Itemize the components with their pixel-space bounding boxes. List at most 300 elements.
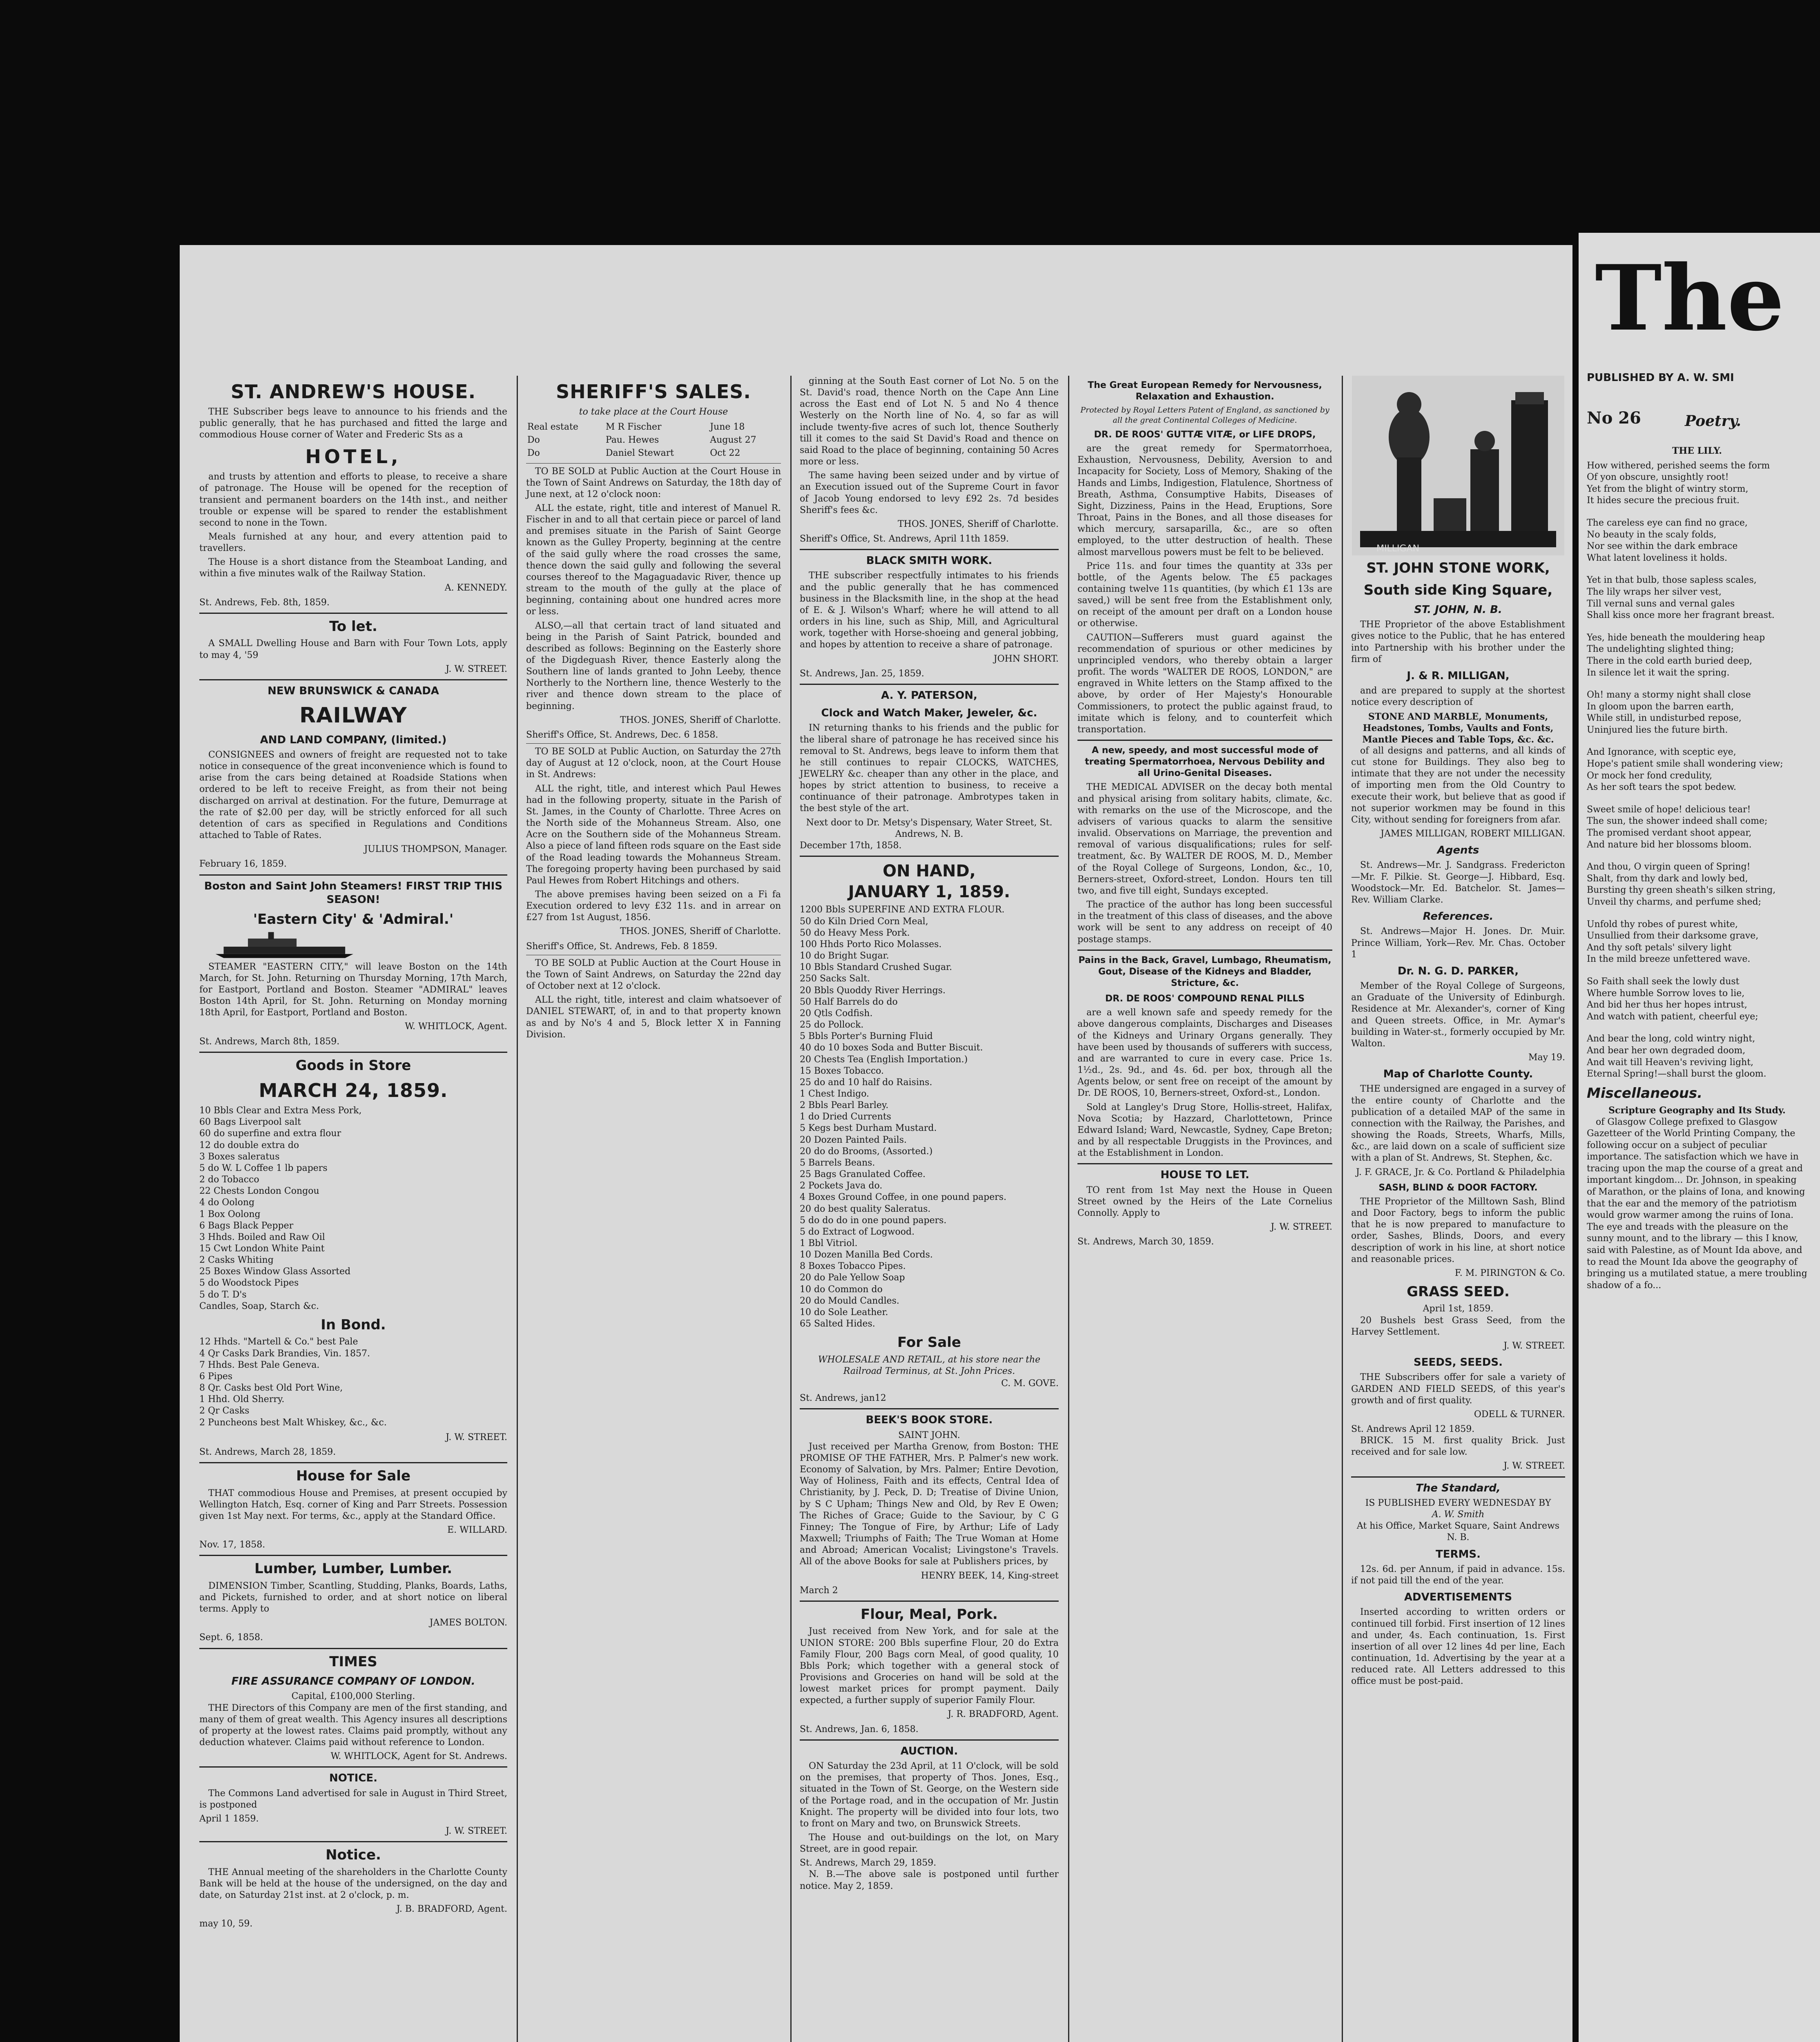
poem-line: Nor see within the dark embrace (1587, 541, 1738, 552)
column-rule (790, 376, 792, 2042)
auction-body2: The House and out-buildings on the lot, on Mary Street, are in good repair. (800, 1832, 1059, 1855)
onhand-item: 20 Bbls Quoddy River Herrings. (800, 985, 946, 996)
onhand-item: 4 Boxes Ground Coffee, in one pound papers. (800, 1192, 1007, 1203)
table-row (527, 447, 780, 459)
poem-line: Yet in that bulb, those sapless scales, (1587, 575, 1757, 586)
parker-title: Dr. N. G. D. PARKER, (1397, 965, 1519, 977)
goods-item: 3 Hhds. Boiled and Raw Oil (199, 1232, 325, 1242)
stone-body3: of all designs and patterns, and all kinds of cut stone for Buildings. They also beg to intimate that they are not under the necessity of importing men from the Old Country to execute their work, but believe that as good if not superior workmen may be found in this City, without sending for foreigners from afar. (1351, 745, 1565, 825)
onhand-item: 10 do Bright Sugar. (800, 951, 889, 961)
house-title: HOUSE TO LET. (1160, 1169, 1249, 1182)
table-cell: June 18 (710, 422, 745, 432)
agents-list: St. Andrews—Mr. J. Sandgrass. Fredericton—Mr. F. Pilkie. St. George—J. Hibbard, Esq. Woodstock—Mr. Ed. Batchelor. St. James—Rev. William Clarke. (1351, 860, 1565, 905)
tolet-title: To let. (329, 618, 377, 635)
steamer-title: Boston and Saint John Steamers! FIRST TRIP THIS SEASON! (204, 880, 503, 906)
euro-body: are the great remedy for Spermatorrhoea, Exhaustion, Nervousness, Debility, Aversion to and Incapacity for Society, Loss of Memory, Shaking of the Hands and Limbs, Indigestion, Flatulence, Shortness of Breath, Asthma, Consumptive Habits, Diseases of Sight, Dizziness, Pains in the Head, Eruptions, Sore Throat, Pains in the Bones, and all those diseases for which mercury, sarsaparilla, &c., are so often employed, to the utter destruction of health. These almost marvellous powers must be felt to be believed. (1077, 444, 1332, 557)
divider (199, 874, 507, 876)
map-title: Map of Charlotte County. (1383, 1068, 1533, 1081)
agents-body: Sold at Langley's Drug Store, Hollis-street, Halifax, Nova Scotia; by Hazzard, Charlottetown, Prince Edward Island; Ward, Newcastle, Sydney, Cape Breton; and by all respectable Druggists in the Provinces, and at the Establishment in London. (1077, 1102, 1332, 1159)
onhand-title: ON HAND, (883, 862, 976, 881)
forsale-subtitle: WHOLESALE AND RETAIL, at his store near the Railroad Terminus, at St. John Prices. (818, 1354, 1041, 1376)
poem-line (1587, 622, 1807, 632)
poem-line: Yet from the blight of wintry storm, (1587, 484, 1749, 494)
sale1-body: ALL the estate, right, title and interest of Manuel R. Fischer in and to all that certain piece or parcel of land and premises situate in the Parish of Saint George known as the Gulley Property, beginning at the centre of the said gully where the road crosses the same, thence down the said gully and following the several courses thereof to the Magaguadavic River, thence up stream to the mouth of the gully at the place of beginning, containing about one hundred acres more or less. (526, 503, 781, 617)
divider (199, 679, 507, 680)
bond-title: In Bond. (321, 1316, 386, 1333)
divider (1077, 950, 1332, 951)
poem-line: In gloom upon the barren earth, (1587, 701, 1734, 712)
divider (1351, 1476, 1565, 1478)
onhand-item: 5 do Extract of Logwood. (800, 1226, 915, 1237)
poem-line (1587, 965, 1807, 976)
beek-signature: HENRY BEEK, 14, King-street (921, 1570, 1059, 1581)
notice2-signature: J. B. BRADFORD, Agent. (396, 1904, 507, 1915)
stone-title: ST. JOHN STONE WORK, (1366, 560, 1550, 576)
lumber-title: Lumber, Lumber, Lumber. (254, 1560, 452, 1577)
poem-line: Or mock her fond credulity, (1587, 770, 1713, 781)
poem-line (1587, 507, 1807, 517)
sash-signature: F. M. PIRINGTON & Co. (1454, 1268, 1565, 1278)
poem-line: Oh! many a stormy night shall close (1587, 690, 1751, 700)
adviser-title: A new, speedy, and most successful mode of treating Spermatorrhoea, Nervous Debility and all Urino-Genital Diseases. (1085, 745, 1325, 779)
tolet-body: A SMALL Dwelling House and Barn with Four Town Lots, apply to may 4, '59 (199, 638, 507, 660)
sale-title: House for Sale (296, 1467, 411, 1484)
divider (199, 1766, 507, 1768)
railway-date: February 16, 1859. (199, 859, 287, 869)
railway-word: RAILWAY (299, 703, 407, 728)
divider (800, 549, 1059, 550)
poem-line: Shalt, from thy dark and lowly bed, (1587, 873, 1748, 884)
onhand-item: 10 Bbls Standard Crushed Sugar. (800, 962, 952, 973)
sale2-body: ALL the right, title, and interest which Paul Hewes had in the following property, situate in the Parish of St. James, in the County of Charlotte. Three Acres on the North side of the Mohanneus Stream. Also, one Acre on the Southern side of the Mohanneus Stream. Also a piece of land fifteen rods square on the East side of the Road leading towards the Mohanneus Stream. The foregoing property having been purchased by said Paul Hewes from Robert Hitchings and others. (526, 783, 781, 886)
poem-line: And bear her own degraded doom, (1587, 1045, 1746, 1056)
poetry-heading: Poetry. (1685, 412, 1741, 430)
goods-item: 3 Boxes saleratus (199, 1151, 280, 1162)
goods-item: 5 do W. L Coffee 1 lb papers (199, 1163, 328, 1173)
bond-item: 7 Hhds. Best Pale Geneva. (199, 1360, 320, 1370)
poem-line: Till vernal suns and vernal gales (1587, 598, 1735, 609)
poem-line: Unfold thy robes of purest white, (1587, 919, 1738, 930)
table-cell: Daniel Stewart (605, 448, 674, 459)
divider (1077, 1163, 1332, 1164)
smith-signature: JOHN SHORT. (993, 653, 1059, 664)
onhand-item: 1200 Bbls SUPERFINE AND EXTRA FLOUR. (800, 905, 1005, 915)
sash-body: THE Proprietor of the Milltown Sash, Blind and Door Factory, begs to inform the public that he is now prepared to manufacture to order, Sashes, Blinds, Doors, and every description of work in his line, at short notice and reasonable prices. (1351, 1196, 1565, 1264)
poem-line: Eternal Spring!—shall burst the gloom. (1587, 1069, 1766, 1079)
poem-lines (1587, 460, 1807, 1080)
poem-line: And Ignorance, with sceptic eye, (1587, 747, 1736, 758)
hotel-meals: Meals furnished at any hour, and every attention paid to travellers. (199, 532, 507, 554)
hotel-word: HOTEL, (305, 446, 401, 468)
engraving-caption: MILLIGAN (1376, 544, 1420, 554)
poem-line: And watch with patient, cheerful eye; (1587, 1011, 1758, 1022)
stone-city: ST. JOHN, N. B. (1414, 604, 1502, 616)
sale1-body2: ALSO,—all that certain tract of land situated and being in the Parish of Saint Patrick, bounded and described as follows: Beginning on the Easterly shore of the Digdeguash River, thence Easterly along the Southern line of lands granted to John Leeby, thence Northerly to the Northern line, thence Westerly to the river and thence down stream to the place of beginning. (526, 620, 781, 711)
poem-line: While still, in undisturbed repose, (1587, 713, 1742, 724)
sheriff-continued-date: Sheriff's Office, St. Andrews, April 11th 1859. (800, 534, 1009, 544)
column-rule (517, 376, 518, 2042)
smith-body: THE subscriber respectfully intimates to his friends and the public generally that he has commenced business in the Blacksmith line, in the shop at the head of E. & J. Wilson's Wharf; where he will attend to all orders in his line, such as Ship, Mill, and Agricultural work, together with Horse-shoeing and general jobbing, and hopes by attention to receive a share of patronage. (800, 571, 1059, 650)
forsale-signature: C. M. GOVE. (1001, 1378, 1059, 1389)
poem-line: Sweet smile of hope! delicious tear! (1587, 804, 1751, 815)
onhand-item: 25 Bags Granulated Coffee. (800, 1169, 926, 1180)
seeds-date: St. Andrews April 12 1859. (1351, 1424, 1475, 1434)
onhand-item: 1 do Dried Currents (800, 1112, 891, 1122)
poem-line: Unsullied from their darksome grave, (1587, 931, 1759, 941)
paterson-title: A. Y. PATERSON, (881, 689, 977, 702)
poem-line: Yes, hide beneath the mouldering heap (1587, 632, 1765, 643)
onhand-item: 15 Boxes Tobacco. (800, 1066, 884, 1076)
goods-item: Candles, Soap, Starch &c. (199, 1301, 319, 1311)
poem-line: Of yon obscure, unsightly root! (1587, 472, 1729, 483)
sale1-heading: TO BE SOLD at Public Auction at the Court House in the Town of Saint Andrews on Saturday, the 18th day of June next, at 12 o'clock noon: (526, 466, 781, 499)
poem-line: Uninjured lies the future birth. (1587, 725, 1728, 735)
onhand-item: 5 Barrels Beans. (800, 1157, 875, 1168)
notice1-body: The Commons Land advertised for sale in August in Third Street, is postponed (199, 1788, 507, 1810)
poem-line: The careless eye can find no grace, (1587, 517, 1748, 528)
sheriff-continued-signature: THOS. JONES, Sheriff of Charlotte. (897, 519, 1059, 529)
onhand-item: 50 Half Barrels do do (800, 996, 898, 1007)
poem-line: The sun, the shower indeed shall come; (1587, 816, 1768, 827)
lumber-date: Sept. 6, 1858. (199, 1632, 263, 1643)
goods-item: 2 do Tobacco (199, 1175, 259, 1185)
masthead: The (1595, 245, 1784, 351)
poem-line: And thy soft petals' silvery light (1587, 942, 1732, 953)
poem-line: The undelighting slighted thing; (1587, 644, 1734, 655)
onhand-item: 20 Dozen Painted Pails. (800, 1135, 907, 1145)
issue-number: No 26 (1587, 408, 1641, 428)
paterson-address: Next door to Dr. Metsy's Dispensary, Water Street, St. Andrews, N. B. (806, 817, 1053, 839)
bond-item: 8 Qr. Casks best Old Port Wine, (199, 1383, 343, 1393)
sale1-date: Sheriff's Office, St. Andrews, Dec. 6 1858. (526, 729, 718, 740)
notice1-date: April 1 1859. (199, 1813, 259, 1824)
seeds-body: THE Subscribers offer for sale a variety of GARDEN AND FIELD SEEDS, of this year's growth and of first quality. (1351, 1372, 1565, 1406)
steamer-signature: W. WHITLOCK, Agent. (405, 1021, 507, 1032)
beek-title: BEEK'S BOOK STORE. (865, 1414, 993, 1427)
onhand-item: 20 Qtls Codfish. (800, 1008, 873, 1019)
goods-item: 6 Bags Black Pepper (199, 1220, 294, 1231)
misc-body: of Glasgow College prefixed to Glasgow Gazetteer of the World Printing Company, the following occur on a subject of peculiar importance. The satisfaction which we have in tracing upon the map the course of a great and important kingdom... Dr. Johnson, in speaking of Marathon, or the plains of Iona, and knowing that the ear and the memory of the patriotism would grow warmer among the ruins of Iona. The eye and treads with the pleasure on the sunny mount, and to the library — this I know, said with Palestine, as of Mount Ida above, and to read the Mount Ida above the geography of bringing us a mutilated statue, a mere troubling shadow of a fo... (1587, 1117, 1807, 1291)
column-4 (1070, 376, 1340, 2042)
flour-body: Just received from New York, and for sale at the UNION STORE: 200 Bbls superfine Flour, 20 do Extra Family Flour, 200 Bags corn Meal, of good quality, 10 Bbls Pork; which together with a general stock of Provisions and Groceries on hand will be sold at the lowest market prices for prompt payment. Daily expected, a further supply of superior Family Flour. (800, 1626, 1059, 1706)
sale-signature: E. WILLARD. (447, 1525, 507, 1535)
notice2-title: Notice. (326, 1847, 381, 1864)
next-page-column (1587, 445, 1807, 1294)
poem-line: In silence let it wait the spring. (1587, 667, 1730, 678)
onhand-item: 10 do Sole Leather. (800, 1307, 888, 1317)
divider (1077, 740, 1332, 741)
tolet-signature: J. W. STREET. (446, 664, 507, 674)
flour-title: Flour, Meal, Pork. (861, 1606, 998, 1623)
refs-list: St. Andrews—Major H. Jones. Dr. Muir. Prince William, York—Rev. Mr. Chas. October 1 (1351, 926, 1565, 960)
poem-line: It hides secure the precious fruit. (1587, 495, 1740, 506)
poem-line (1587, 851, 1807, 861)
bond-signature: J. W. STREET. (446, 1432, 507, 1442)
stone-goods: STONE AND MARBLE, Monuments, Headstones, Tombs, Vaults and Fonts, Mantle Pieces and Table Tops, &c. &c. (1362, 711, 1554, 745)
poem-line: As her soft tears the spot bedew. (1587, 782, 1737, 793)
divider (199, 1555, 507, 1556)
divider (199, 1648, 507, 1649)
hotel-distance: The House is a short distance from the Steamboat Landing, and within a five minutes walk of the Railway Station. (199, 557, 507, 579)
sheriff-table (526, 420, 781, 460)
poem-title: THE LILY. (1672, 446, 1722, 456)
poem-line: In the mild breeze unfettered wave. (1587, 954, 1751, 965)
divider (526, 463, 781, 464)
table-cell: August 27 (710, 435, 756, 446)
bond-item: 1 Hhd. Old Sherry. (199, 1394, 285, 1405)
hotel-date: St. Andrews, Feb. 8th, 1859. (199, 597, 330, 608)
map-signature: J. F. GRACE, Jr. & Co. Portland & Philadelphia (1356, 1167, 1565, 1177)
divider (526, 743, 781, 744)
auction-note: N. B.—The above sale is postponed until further notice. May 2, 1859. (800, 1869, 1059, 1891)
rheum-title: Pains in the Back, Gravel, Lumbago, Rheumatism, Gout, Disease of the Kidneys and Bladder, Stricture, &c. (1078, 955, 1332, 988)
poem-line: How withered, perished seems the form (1587, 460, 1770, 471)
smith-date: St. Andrews, Jan. 25, 1859. (800, 668, 924, 679)
column-1 (192, 376, 515, 2042)
poem-line: And bid her thus her hopes intrust, (1587, 1000, 1747, 1010)
poem-line: And bear the long, cold wintry night, (1587, 1034, 1755, 1044)
seeds-signature: ODELL & TURNER. (1474, 1409, 1565, 1420)
poem-line: And nature bid her blossoms bloom. (1587, 839, 1752, 850)
goods-item: 60 Bags Liverpool salt (199, 1117, 301, 1128)
adv-body: Inserted according to written orders or continued till forbid. First insertion of 12 lines and under, 4s. Each continuation, 1s. First insertion of all over 12 lines 4d per line, Each continuation, 1d. Advertising by the year at a reduced rate. All Letters addressed to this office must be post-paid. (1351, 1607, 1565, 1687)
divider (800, 1408, 1059, 1409)
goods-title: Goods in Store (295, 1057, 411, 1074)
adv-title: ADVERTISEMENTS (1404, 1591, 1512, 1604)
brick-signature: J. W. STREET. (1503, 1461, 1565, 1471)
euro-title: The Great European Remedy for Nervousness, Relaxation and Exhaustion. (1088, 380, 1322, 402)
published-by: PUBLISHED BY A. W. SMI (1587, 372, 1734, 384)
divider (199, 1841, 507, 1842)
auction-date: St. Andrews, March 29, 1859. (800, 1858, 937, 1868)
misc-subtitle: Scripture Geography and Its Study. (1608, 1105, 1786, 1116)
goods-item: 5 do Woodstock Pipes (199, 1278, 299, 1289)
poem-line (1587, 1023, 1807, 1033)
poem-line: And thou, O virgin queen of Spring! (1587, 862, 1751, 872)
notice1-title: NOTICE. (329, 1772, 377, 1785)
brick-body: BRICK. 15 M. first quality Brick. Just received and for sale low. (1351, 1436, 1565, 1458)
stone-signature: JAMES MILLIGAN, ROBERT MILLIGAN. (1381, 829, 1565, 839)
table-row (527, 434, 780, 446)
railway-body: CONSIGNEES and owners of freight are requested not to take notice in consequence of the great inconvenience which is found to arise from the cars being detained at Roadside Stations when ordered to be left to receive Freight, as from their not being discharged on arrival at destination. For the future, Demurrage at the rate of $2.00 per day, will be strictly enforced for all such detention of cars as specified in Regulations and Conditions attached to Table of Rates. (199, 750, 507, 841)
terms-body: 12s. 6d. per Annum, if paid in advance. 15s. if not paid till the end of the year. (1351, 1564, 1565, 1586)
goods-item: 10 Bbls Clear and Extra Mess Pork, (199, 1106, 362, 1116)
euro-subtitle: Protected by Royal Letters Patent of England, as sanctioned by all the great Continental Colleges of Medicine. (1080, 406, 1329, 425)
next-page-partial (1579, 233, 1820, 2042)
onhand-date: JANUARY 1, 1859. (848, 883, 1010, 902)
column-rule (1342, 376, 1343, 2042)
sash-title: SASH, BLIND & DOOR FACTORY. (1378, 1182, 1538, 1193)
newspaper-page (180, 245, 1572, 2042)
table-cell: Do (527, 448, 540, 459)
times-subtitle: FIRE ASSURANCE COMPANY OF LONDON. (231, 1675, 475, 1688)
poem-line: What latent loveliness it holds. (1587, 553, 1727, 563)
stone-subtitle: South side King Square, (1363, 582, 1553, 598)
paterson-date: December 17th, 1858. (800, 840, 902, 851)
sheriff-continued: ginning at the South East corner of Lot No. 5 on the St. David's road, thence North on the Cape Ann Line across the East end of Lot N. 5 and No 4 thence Westerly on the North line of No. 4, so far as will include twenty-five acres of such lot, thence Southerly till it comes to the said St David's Road and thence on said Road to the place of beginning, containing 50 Acres more or less. (800, 376, 1059, 467)
adviser-body: THE MEDICAL ADVISER on the decay both mental and physical arising from solitary habits, climate, &c. with remarks on the use of the Microscope, and the advisers of various quacks to alarm the sensitive invalid. Observations on Marriage, the prevention and removal of various disqualifications; rules for self-treatment, &c. By WALTER DE ROOS, M. D., Member of the Royal College of Surgeons, London, &c., 10, Berners-street, Oxford-street, London. Hours ten till two, and five till eight, Sundays excepted. (1077, 782, 1332, 896)
roos-title: DR. DE ROOS' COMPOUND RENAL PILLS (1105, 994, 1305, 1004)
onhand-item: 1 Chest Indigo. (800, 1088, 870, 1099)
divider (199, 1462, 507, 1463)
divider (199, 613, 507, 614)
goods-item: 2 Casks Whiting (199, 1255, 274, 1266)
poem-line: There in the cold earth buried deep, (1587, 655, 1753, 666)
goods-item: 15 Cwt London White Paint (199, 1243, 325, 1254)
bond-list (199, 1336, 507, 1428)
steamer-names: 'Eastern City' & 'Admiral.' (253, 911, 454, 928)
table-cell: Do (527, 435, 540, 446)
column-5 (1344, 376, 1572, 2042)
poem-line: So Faith shall seek the lowly dust (1587, 976, 1740, 987)
bond-item: 2 Qr Casks (199, 1406, 250, 1416)
beek-body: Just received per Martha Grenow, from Boston: THE PROMISE OF THE FATHER, Mrs. P. Palmer's new work. Economy of Salvation, by Mrs. Palmer; Entire Devotion, Way of Holiness, Faith and its effects, Central Idea of Christianity, by J. Peck, D. D; Treatise of Divine Union, by S C Upham; Things New and Old, by Rev E Owen; The Riches of Grace; Guide to the Saviour, by C G Finney; The Tongue of Fire, by Arthur; Life of Lady Maxwell; Triumphs of Faith; The True Woman at Home and Abroad; American Vocalist; Livingstone's Travels. All of the above Books for sale at Publishers prices, by (800, 1441, 1059, 1567)
standard-title: The Standard, (1416, 1482, 1501, 1494)
grass-body: 20 Bushels best Grass Seed, from the Harvey Settlement. (1351, 1315, 1565, 1337)
parker-body: Member of the Royal College of Surgeons, an Graduate of the University of Edinburgh. Residence at Mr. Alexander's, corner of King and Queen streets. Office, in Mr. Aymar's building in Water-st., formerly occupied by Mr. Walton. (1351, 981, 1565, 1049)
onhand-item: 100 Hhds Porto Rico Molasses. (800, 939, 942, 950)
goods-item: 12 do double extra do (199, 1140, 299, 1150)
goods-date: MARCH 24, 1859. (259, 1079, 448, 1102)
sale2-date: Sheriff's Office, St. Andrews, Feb. 8 1859. (526, 941, 718, 952)
sheriff-subtitle: to take place at the Court House (579, 406, 728, 417)
roos-body: are a well known safe and speedy remedy for the above dangerous complaints, Discharges and Diseases of the Kidneys and Urinary Organs generally. They have been used by thousands of sufferers with success, and are warranted to cure in every case. Price 1s. 1½d., 2s. 9d., and 4s. 6d. per box, through all the Agents below, or sent free on receipt of the amount by Dr. DE ROOS, 10, Berners-street, Oxford-st., London. (1077, 1008, 1332, 1099)
sheriff-title: SHERIFF'S SALES. (556, 381, 751, 403)
beek-subtitle: SAINT JOHN. (898, 1430, 960, 1440)
bond-item: 2 Puncheons best Malt Whiskey, &c., &c. (199, 1417, 387, 1428)
table-cell: Real estate (527, 422, 578, 432)
refs-title: References. (1423, 910, 1494, 923)
stonework-engraving-icon (1351, 376, 1565, 555)
divider (199, 1052, 507, 1053)
flour-signature: J. R. BRADFORD, Agent. (948, 1709, 1059, 1720)
paterson-subtitle: Clock and Watch Maker, Jeweler, &c. (821, 707, 1037, 720)
steamer-body: STEAMER "EASTERN CITY," will leave Boston on the 14th March, for St. John. Returning on Thursday Morning, 17th March, for Eastport, Portland and Boston. Steamer "ADMIRAL" leaves Boston 14th April, for St. John. Returning on Monday morning 18th April, for Eastport, Portland and Boston. (199, 961, 507, 1018)
notice1-signature: J. W. STREET. (446, 1826, 507, 1837)
goods-item: 25 Boxes Window Glass Assorted (199, 1266, 351, 1277)
goods-list (199, 1105, 507, 1312)
lumber-signature: JAMES BOLTON. (429, 1618, 507, 1628)
agents-title: Agents (1437, 844, 1479, 857)
goods-item: 22 Chests London Congou (199, 1186, 319, 1197)
forsale-title: For Sale (897, 1334, 961, 1351)
house-body: TO rent from 1st May next the House in Queen Street owned by the Heirs of the Late Cornelius Connolly. Apply to (1077, 1185, 1332, 1218)
auction-title: AUCTION. (900, 1745, 958, 1757)
onhand-item: 25 do and 10 half do Raisins. (800, 1077, 932, 1088)
divider (800, 1601, 1059, 1602)
poem-line: Unveil thy charms, and perfume shed; (1587, 897, 1762, 907)
onhand-item: 250 Sacks Salt. (800, 974, 870, 984)
auction-body: ON Saturday the 23d April, at 11 O'clock, will be sold on the premises, that property of Thos. Jones, Esq., situated in the Town of St. George, on the Western side of the Portage road, and in the occupation of Mr. Justin Knight. The property will be divided into four lots, two to front on Mary and two, on Brunswick Streets. (800, 1761, 1059, 1829)
poem-line: Bursting thy green sheath's silken string, (1587, 885, 1776, 896)
adviser-body2: The practice of the author has long been successful in the treatment of this class of diseases, and the above work will be sent to any address on receipt of 40 postage stamps. (1077, 900, 1332, 945)
onhand-item: 20 Chests Tea (English Importation.) (800, 1054, 968, 1065)
sale-body: THAT commodious House and Premises, at present occupied by Wellington Hatch, Esq. corner of King and Parr Streets. Possession given 1st May next. For terms, &c., apply at the Standard Office. (199, 1488, 507, 1521)
onhand-item: 10 do Common do (800, 1284, 883, 1295)
notice2-date: may 10, 59. (199, 1919, 253, 1929)
house-signature: J. W. STREET. (1271, 1222, 1332, 1233)
onhand-item: 50 do Heavy Mess Pork. (800, 927, 910, 938)
poem-line (1587, 736, 1807, 747)
stone-firm: J. & R. MILLIGAN, (1407, 669, 1510, 682)
standard-office: At his Office, Market Square, Saint Andrews N. B. (1356, 1521, 1560, 1543)
beek-date: March 2 (800, 1585, 838, 1596)
times-signature: W. WHITLOCK, Agent for St. Andrews. (330, 1751, 507, 1762)
seeds-title: SEEDS, SEEDS. (1414, 1356, 1503, 1369)
divider (800, 1739, 1059, 1741)
poem-line (1587, 908, 1807, 919)
bond-item: 12 Hhds. "Martell & Co." best Pale (199, 1337, 358, 1347)
onhand-item: 2 Bbls Pearl Barley. (800, 1100, 889, 1111)
onhand-item: 40 do 10 boxes Soda and Butter Biscuit. (800, 1043, 983, 1053)
sale3-heading: TO BE SOLD at Public Auction at the Court House in the Town of Saint Andrews, on Saturday the 22nd day of October next at 12 o'clock. (526, 958, 781, 992)
railway-title: NEW BRUNSWICK & CANADA (268, 684, 439, 697)
onhand-item: 5 Bbls Porter's Burning Fluid (800, 1031, 933, 1042)
onhand-item: 8 Boxes Tobacco Pipes. (800, 1261, 906, 1272)
poem-line: Where humble Sorrow loves to lie, (1587, 988, 1745, 999)
flour-date: St. Andrews, Jan. 6, 1858. (800, 1724, 919, 1734)
table-cell: Oct 22 (710, 448, 740, 459)
poem-line (1587, 564, 1807, 575)
lumber-body: DIMENSION Timber, Scantling, Studding, Planks, Boards, Laths, and Pickets, furnished to order, and at short notice on liberal terms. Apply to (199, 1581, 507, 1614)
steamer-date: St. Andrews, March 8th, 1859. (199, 1036, 340, 1047)
sale3-body: ALL the right, title, interest and claim whatsoever of DANIEL STEWART, of, in and to that property known as and by No's 4 and 5, Block letter X in Fanning Division. (526, 995, 781, 1040)
hotel-title: ST. ANDREW'S HOUSE. (230, 381, 476, 403)
sale2-body2: The above premises having been seized on a Fi fa Execution ordered to levy £32 11s. and in arrear on £27 from 1st August, 1856. (526, 889, 781, 923)
sale1-signature: THOS. JONES, Sheriff of Charlotte. (620, 715, 781, 725)
table-row (527, 421, 780, 433)
onhand-item: 20 do Mould Candles. (800, 1295, 899, 1306)
table-cell: Pau. Hewes (605, 435, 659, 446)
misc-title: Miscellaneous. (1587, 1085, 1703, 1101)
paterson-body: IN returning thanks to his friends and the public for the liberal share of patronage he has received since his removal to St. Andrews, begs leave to inform them that he still continues to repair CLOCKS, WATCHES, JEWELRY &c. cheaper than any other in the place, and hopes by strict attention to business, to receive a continuance of their patronage. Ambrotypes taken in the best style of the art. (800, 723, 1059, 814)
railway-subtitle: AND LAND COMPANY, (limited.) (260, 733, 447, 746)
onhand-item: 5 do do do in one pound papers. (800, 1215, 947, 1226)
sale2-signature: THOS. JONES, Sheriff of Charlotte. (620, 926, 781, 937)
onhand-item: 20 do Pale Yellow Soap (800, 1273, 905, 1283)
hotel-body: THE Subscriber begs leave to announce to his friends and the public generally, that he has purchased and fitted the large and commodious House corner of Water and Frederic Sts as a (199, 406, 507, 440)
stone-body: THE Proprietor of the above Establishment gives notice to the Public, that he has entered into Partnership with his brother under the firm of (1351, 620, 1565, 664)
stone-body2: and are prepared to supply at the shortest notice every description of (1351, 686, 1565, 708)
grass-signature: J. W. STREET. (1503, 1340, 1565, 1351)
hotel-signature: A. KENNEDY. (444, 582, 507, 593)
parker-date: May 19. (1528, 1052, 1565, 1063)
steamboat-icon (199, 931, 507, 960)
notice2-body: THE Annual meeting of the shareholders in the Charlotte County Bank will be held at the house of the undersigned, on the day and date, on Saturday 21st inst. at 2 o'clock, p. m. (199, 1867, 507, 1901)
column-rule (1068, 376, 1069, 2042)
onhand-item: 2 Pockets Java do. (800, 1181, 883, 1191)
onhand-item: 5 Kegs best Durham Mustard. (800, 1123, 937, 1134)
house-date: St. Andrews, March 30, 1859. (1077, 1237, 1214, 1247)
map-body: THE undersigned are engaged in a survey of the entire county of Charlotte and the publication of a detailed MAP of the same in connection with the Railway, the Parishes, and showing the Roads, Streets, Wharfs, Mills, &c., are laid down on a scale of sufficient size with a plan of St. Andrews, St. Stephen, &c. (1351, 1084, 1565, 1164)
poem-line (1587, 794, 1807, 804)
times-body: THE Directors of this Company are men of the first standing, and many of them of great wealth. This Agency insures all descriptions of property at the lowest rates. Claims paid promptly, without any deduction whatever. Claims paid without reference to London. (199, 1703, 507, 1748)
terms-title: TERMS. (1436, 1548, 1481, 1560)
sale2-heading: TO BE SOLD at Public Auction, on Saturday the 27th day of August at 12 o'clock, noon, at the Court House in St. Andrews: (526, 747, 781, 780)
goods-item: 1 Box Oolong (199, 1209, 261, 1219)
standard-publisher: A. W. Smith (1432, 1509, 1485, 1520)
onhand-item: 25 do Pollock. (800, 1020, 864, 1030)
onhand-item: 65 Salted Hides. (800, 1319, 875, 1329)
divider (800, 856, 1059, 857)
sale-date: Nov. 17, 1858. (199, 1540, 265, 1550)
smith-title: BLACK SMITH WORK. (866, 555, 993, 567)
euro-caution: CAUTION—Sufferers must guard against the recommendation of spurious or other medicines by unprincipled vendors, who thereby obtain a larger profit. The words "WALTER DE ROOS, LONDON," are engraved in White letters on the Stamp affixed to the above, by order of Her Majesty's Honourable Commissioners, to protect the public against fraud, to imitate which is felony, and to counterfeit which transportation. (1077, 632, 1332, 735)
railway-signature: JULIUS THOMPSON, Manager. (364, 844, 507, 855)
bond-item: 6 Pipes (199, 1371, 233, 1382)
poem-line (1587, 679, 1807, 689)
table-cell: M R Fischer (605, 422, 662, 432)
